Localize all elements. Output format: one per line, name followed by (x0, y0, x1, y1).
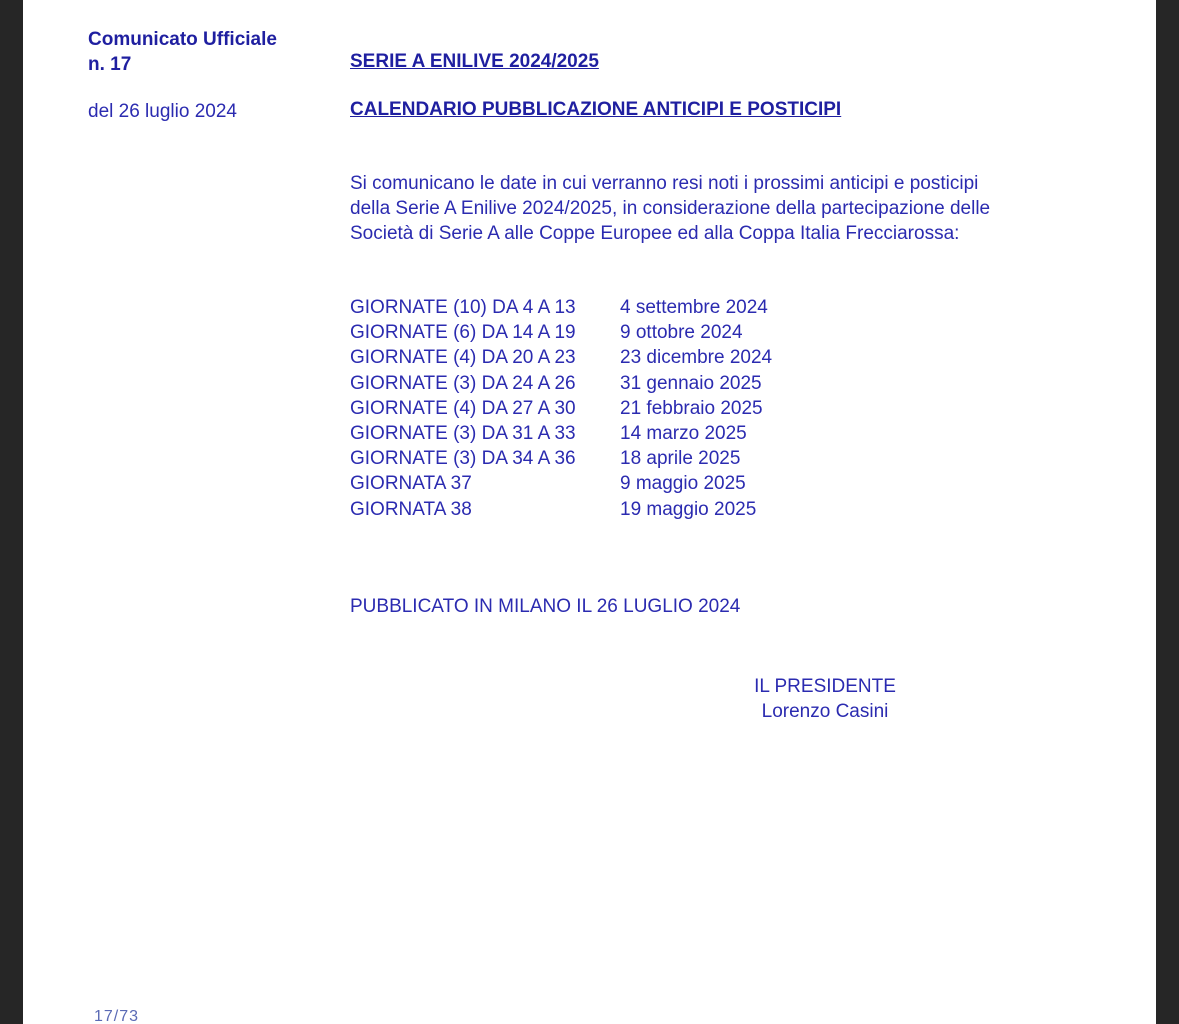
schedule-row (350, 371, 1070, 396)
comunicato-date: del 26 luglio 2024 (88, 101, 237, 122)
schedule-label: GIORNATE (3) DA 24 A 26 (350, 372, 576, 394)
schedule-date: 31 gennaio 2025 (620, 372, 762, 394)
schedule-label: GIORNATE (3) DA 31 A 33 (350, 422, 576, 444)
signature-name: Lorenzo Casini (761, 701, 889, 722)
schedule-date: 23 dicembre 2024 (620, 347, 773, 369)
schedule-row (350, 497, 1070, 522)
document-title: SERIE A ENILIVE 2024/2025 (350, 51, 599, 72)
intro-paragraph (350, 171, 1050, 246)
schedule-label: GIORNATE (6) DA 14 A 19 (350, 322, 576, 344)
comunicato-label: Comunicato Ufficiale (88, 29, 277, 50)
intro-line: Società di Serie A alle Coppe Europee ed alla Coppa Italia Frecciarossa: (350, 223, 960, 244)
intro-line: della Serie A Enilive 2024/2025, in considerazione della partecipazione delle (350, 198, 991, 219)
document-subtitle: CALENDARIO PUBBLICAZIONE ANTICIPI E POSTICIPI (350, 99, 842, 120)
schedule-date: 9 ottobre 2024 (620, 322, 743, 344)
schedule-date: 21 febbraio 2025 (620, 397, 763, 419)
intro-line: Si comunicano le date in cui verranno resi noti i prossimi anticipi e posticipi (350, 173, 979, 194)
schedule-row (350, 295, 1070, 320)
schedule-label: GIORNATA 37 (350, 473, 472, 495)
schedule-date: 4 settembre 2024 (620, 297, 768, 318)
signature-role: IL PRESIDENTE (754, 676, 896, 697)
signature-block (735, 674, 915, 724)
schedule-row (350, 421, 1070, 446)
main-content (350, 50, 1070, 618)
comunicato-info (88, 27, 328, 123)
publication-note: PUBBLICATO IN MILANO IL 26 LUGLIO 2024 (350, 595, 741, 617)
schedule-row (350, 345, 1070, 370)
schedule-row (350, 396, 1070, 421)
schedule-date: 18 aprile 2025 (620, 448, 741, 470)
schedule-label: GIORNATE (4) DA 27 A 30 (350, 397, 576, 419)
schedule-label: GIORNATE (3) DA 34 A 36 (350, 448, 576, 470)
schedule-label: GIORNATE (4) DA 20 A 23 (350, 347, 576, 369)
schedule-date: 19 maggio 2025 (620, 498, 757, 520)
page-number: 17/73 (94, 1008, 140, 1024)
schedule-row (350, 446, 1070, 471)
schedule-label: GIORNATE (10) DA 4 A 13 (350, 297, 576, 318)
schedule-date: 9 maggio 2025 (620, 473, 746, 495)
schedule-label: GIORNATA 38 (350, 498, 472, 520)
schedule-date: 14 marzo 2025 (620, 422, 747, 444)
comunicato-number: n. 17 (88, 54, 132, 75)
document-page (23, 0, 1156, 1024)
comunicato-title (88, 27, 328, 77)
schedule-row (350, 320, 1070, 345)
schedule-list (350, 295, 1070, 522)
schedule-row (350, 471, 1070, 496)
